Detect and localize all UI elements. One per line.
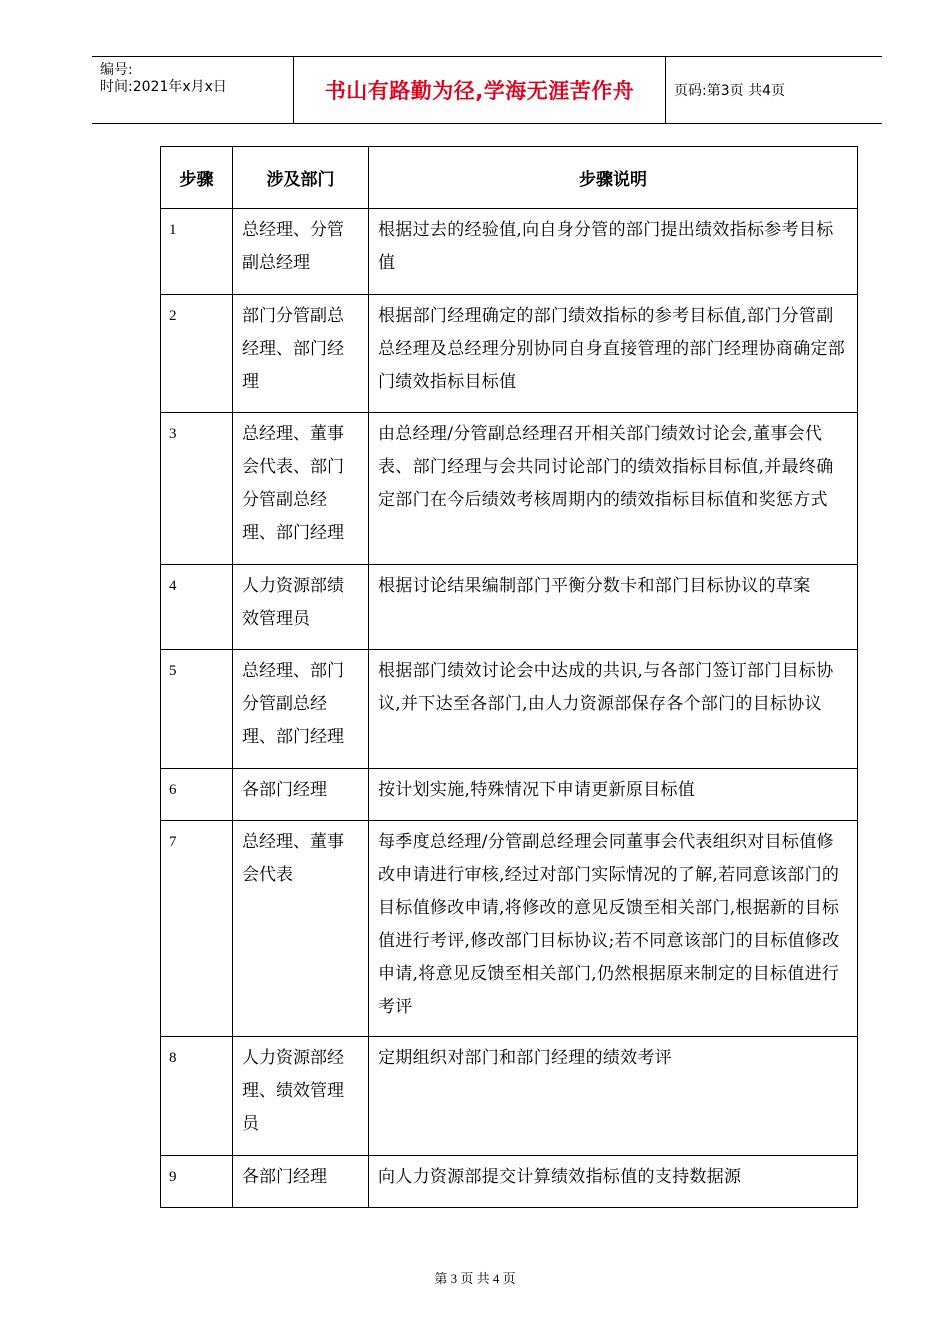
table-row (161, 209, 858, 295)
step-dept: 总经理、董事会代表、部门分管副总经理、部门经理 (233, 413, 369, 565)
header-meta (92, 57, 293, 123)
table-row (161, 769, 858, 821)
step-number: 4 (161, 565, 233, 650)
step-desc: 每季度总经理/分管副总经理会同董事会代表组织对目标值修改申请进行审核,经过对部门实际情况的了解,若同意该部门的目标值修改申请,将修改的意见反馈至相关部门,根据新的目标值进行考评,修改部门目标协议;若不同意该部门的目标值修改申请,将意见反馈至相关部门,仍然根据原来制定的目标值进行考评 (369, 821, 858, 1037)
header-page-label: 页码:第3页 共4页 (674, 83, 785, 99)
step-desc: 由总经理/分管副总经理召开相关部门绩效讨论会,董事会代表、部门经理与会共同讨论部门的绩效指标目标值,并最终确定部门在今后绩效考核周期内的绩效指标目标值和奖惩方式 (369, 413, 858, 565)
table-row (161, 565, 858, 650)
step-number: 8 (161, 1037, 233, 1156)
table-row (161, 1156, 858, 1208)
step-desc: 根据部门绩效讨论会中达成的共识,与各部门签订部门目标协议,并下达至各部门,由人力资源部保存各个部门的目标协议 (369, 650, 858, 769)
step-desc: 根据讨论结果编制部门平衡分数卡和部门目标协议的草案 (369, 565, 858, 650)
header-step: 步骤 (161, 147, 233, 209)
header-desc: 步骤说明 (369, 147, 858, 209)
number-label: 编号: (100, 62, 133, 78)
step-desc: 向人力资源部提交计算绩效指标值的支持数据源 (369, 1156, 858, 1208)
step-dept: 各部门经理 (233, 1156, 369, 1208)
step-number: 7 (161, 821, 233, 1037)
step-number: 2 (161, 295, 233, 413)
step-dept: 人力资源部经理、绩效管理员 (233, 1037, 369, 1156)
step-desc: 根据过去的经验值,向自身分管的部门提出绩效指标参考目标值 (369, 209, 858, 295)
step-dept: 各部门经理 (233, 769, 369, 821)
step-number: 6 (161, 769, 233, 821)
step-dept: 人力资源部绩效管理员 (233, 565, 369, 650)
step-desc: 定期组织对部门和部门经理的绩效考评 (369, 1037, 858, 1156)
page-footer: 第 3 页 共 4 页 (434, 1271, 516, 1286)
step-number: 9 (161, 1156, 233, 1208)
step-number: 3 (161, 413, 233, 565)
page-header (92, 56, 882, 124)
header-dept: 涉及部门 (233, 147, 369, 209)
table-row (161, 413, 858, 565)
step-desc: 按计划实施,特殊情况下申请更新原目标值 (369, 769, 858, 821)
step-number: 5 (161, 650, 233, 769)
table-row (161, 1037, 858, 1156)
step-dept: 部门分管副总经理、部门经理 (233, 295, 369, 413)
header-motto: 书山有路勤为径,学海无涯苦作舟 (293, 57, 666, 123)
table-header-row (161, 147, 858, 209)
steps-table (160, 146, 858, 1208)
step-dept: 总经理、部门分管副总经理、部门经理 (233, 650, 369, 769)
step-dept: 总经理、董事会代表 (233, 821, 369, 1037)
table-row (161, 821, 858, 1037)
table-row (161, 650, 858, 769)
time-label: 时间:2021年x月x日 (100, 79, 227, 95)
step-desc: 根据部门经理确定的部门绩效指标的参考目标值,部门分管副总经理及总经理分别协同自身直接管理的部门经理协商确定部门绩效指标目标值 (369, 295, 858, 413)
table-row (161, 295, 858, 413)
step-number: 1 (161, 209, 233, 295)
step-dept: 总经理、分管副总经理 (233, 209, 369, 295)
